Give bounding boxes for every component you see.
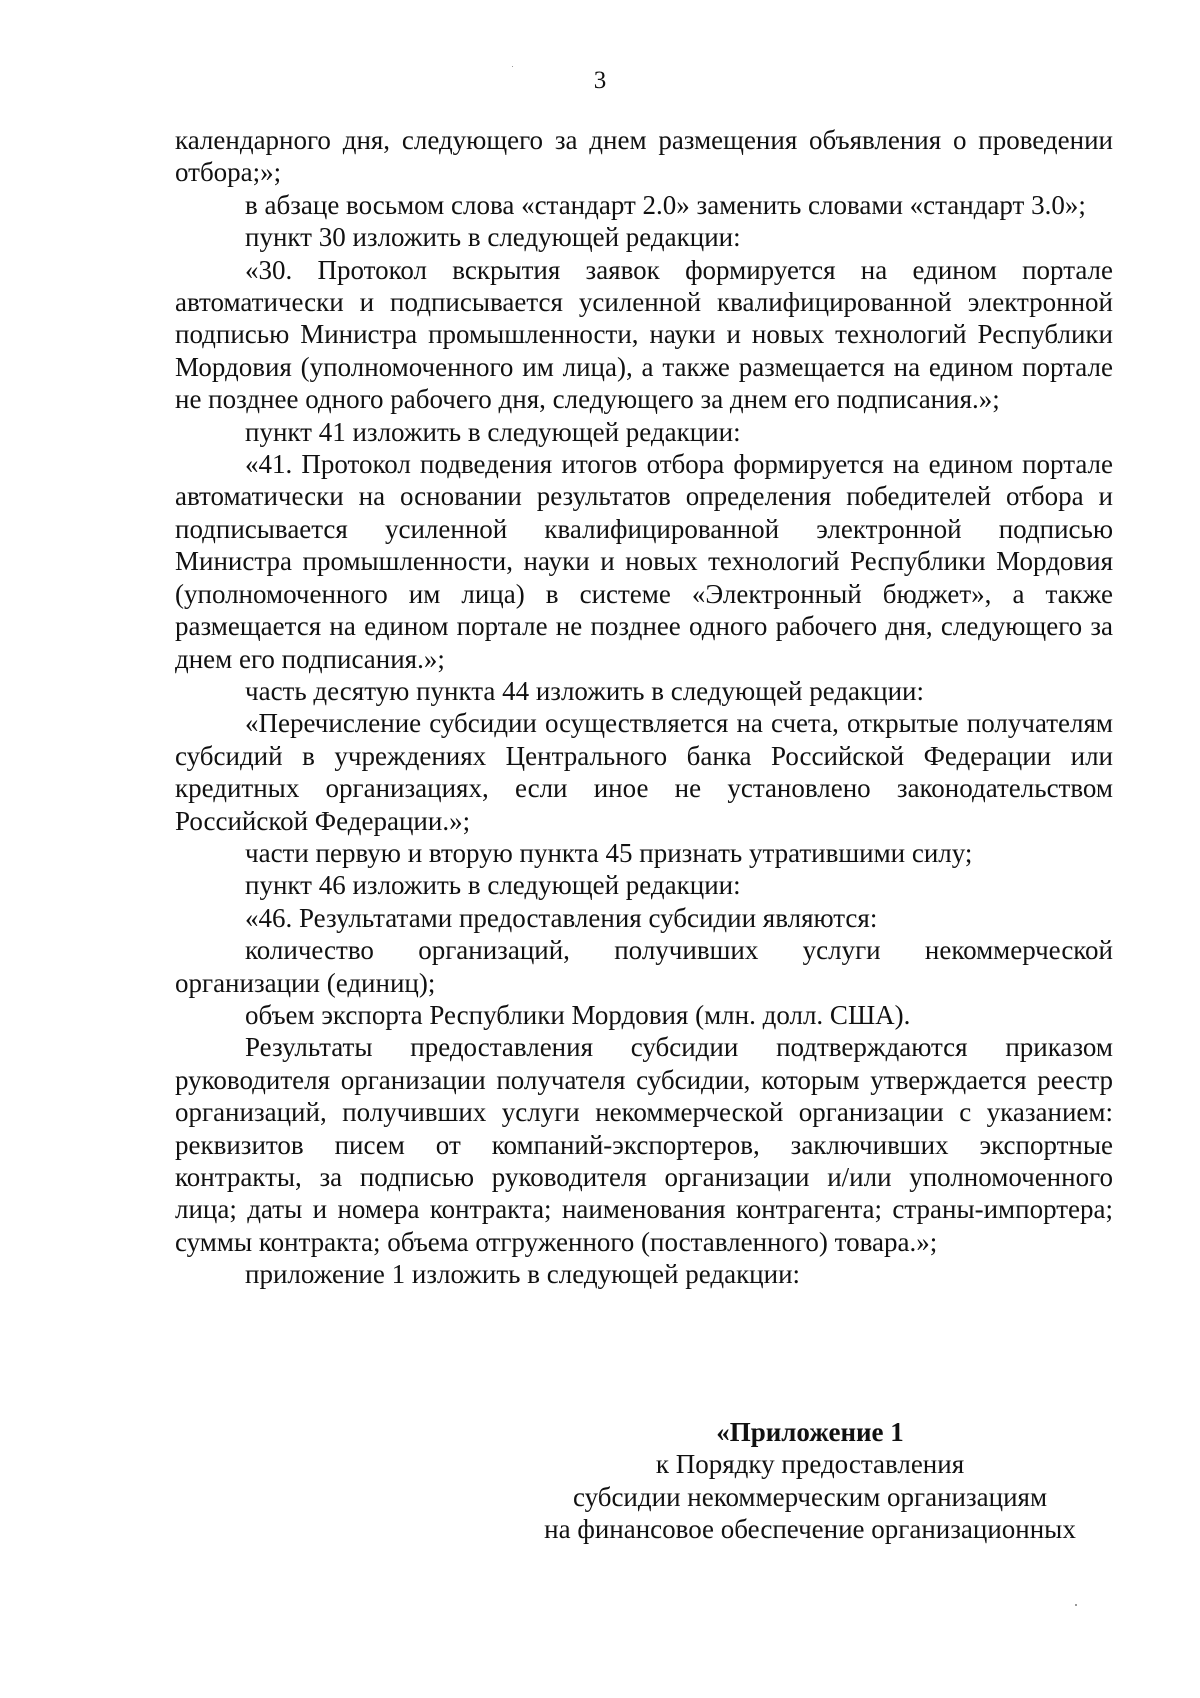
paragraph: «Перечисление субсидии осуществляется на счета, открытые получателям субсидий в учреждениях Центрального банка Российской Федерации или кредитных организациях, если иное не установлено законодательством Российской Федерации.»; — [175, 708, 1113, 836]
paragraph: количество организаций, получивших услуги некоммерческой организации (единиц); — [175, 935, 1113, 998]
paragraph: часть десятую пункта 44 изложить в следующей редакции: — [245, 675, 925, 706]
document-body — [175, 124, 1113, 1291]
appendix-title: «Приложение 1 — [716, 1417, 904, 1447]
scan-artifact — [512, 66, 513, 67]
appendix-line: на финансовое обеспечение организационных — [544, 1514, 1076, 1545]
appendix-line: субсидии некоммерческим организациям — [572, 1481, 1048, 1512]
paragraph: «41. Протокол подведения итогов отбора формируется на едином портале автоматически на основании результатов определения победителей отбора и подписывается усиленной квалифицированной электронной подписью Министра промышленности, науки и новых технологий Республики Мордовия (уполномоченного им лица) в системе «Электронный бюджет», а также размещается на едином портале не позднее одного рабочего дня, следующего за днем его подписания.»; — [175, 449, 1113, 674]
scan-artifact — [1075, 1604, 1077, 1606]
page-number: 3 — [593, 67, 607, 94]
paragraph: части первую и вторую пункта 45 признать утратившими силу; — [245, 837, 973, 868]
paragraph: календарного дня, следующего за днем размещения объявления о проведении отбора;»; — [175, 125, 1113, 188]
paragraph: «46. Результатами предоставления субсидии являются: — [245, 902, 878, 933]
paragraph: «30. Протокол вскрытия заявок формируется на едином портале автоматически и подписывается усиленной квалифицированной электронной подписью Министра промышленности, науки и новых технологий Республики Мордовия (уполномоченного им лица), а также размещается на едином портале не позднее одного рабочего дня, следующего за днем его подписания.»; — [175, 254, 1113, 415]
paragraph: пункт 41 изложить в следующей редакции: — [245, 416, 741, 447]
appendix-line: к Порядку предоставления — [655, 1449, 965, 1480]
paragraph: пункт 30 изложить в следующей редакции: — [245, 222, 741, 253]
paragraph: приложение 1 изложить в следующей редакции: — [245, 1259, 801, 1290]
appendix-header — [520, 1416, 1100, 1546]
paragraph: Результаты предоставления субсидии подтверждаются приказом руководителя организации получателя субсидии, которым утверждается реестр организаций, получивших услуги некоммерческой организации с указанием: реквизитов писем от компаний-экспортеров, заключивших экспортные контракты, за подписью руководителя организации и/или уполномоченного лица; даты и номера контракта; наименования контрагента; страны-импортера; суммы контракта; объема отгруженного (поставленного) товара.»; — [175, 1032, 1113, 1257]
paragraph: в абзаце восьмом слова «стандарт 2.0» заменить словами «стандарт 3.0»; — [245, 189, 1086, 220]
paragraph: объем экспорта Республики Мордовия (млн. долл. США). — [245, 999, 911, 1030]
paragraph: пункт 46 изложить в следующей редакции: — [245, 870, 741, 901]
